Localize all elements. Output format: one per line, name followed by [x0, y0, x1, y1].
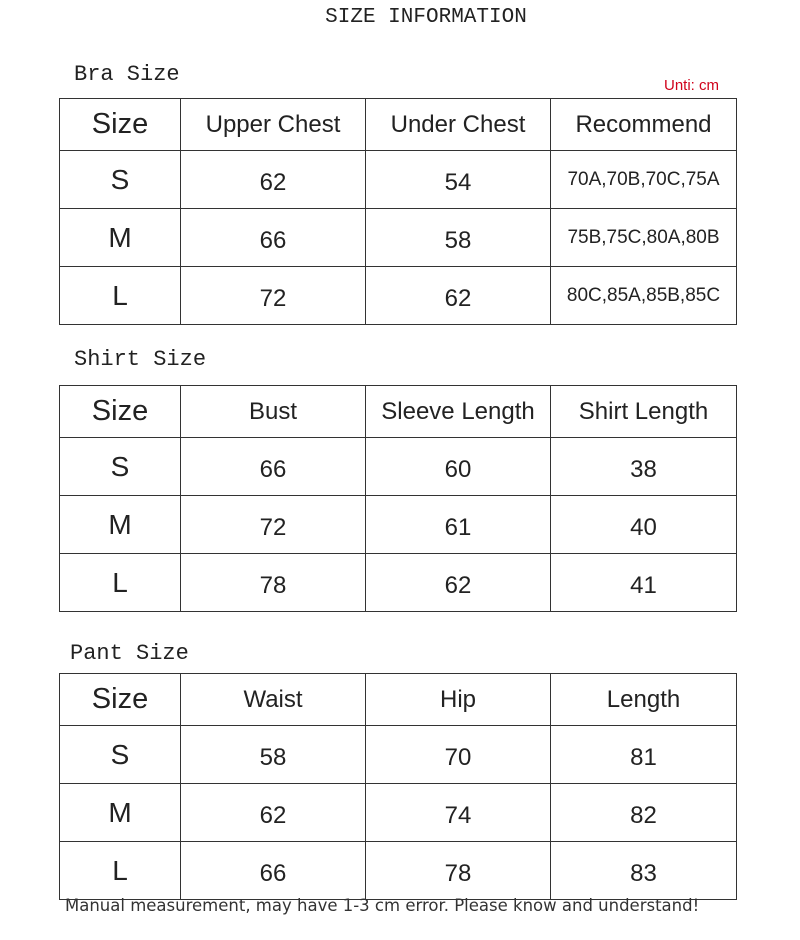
table-cell: 60 [366, 438, 551, 496]
table-row [60, 151, 737, 209]
header-cell: Size [60, 674, 181, 726]
size-cell: M [60, 209, 181, 267]
table-cell: 78 [366, 842, 551, 900]
table-cell: 54 [366, 151, 551, 209]
bra-size-table [59, 98, 737, 325]
table-cell: 62 [181, 784, 366, 842]
shirt-size-title: Shirt Size [74, 347, 207, 372]
size-cell: M [60, 784, 181, 842]
size-cell: L [60, 842, 181, 900]
table-row [60, 726, 737, 784]
header-cell: Size [60, 99, 181, 151]
table-row [60, 784, 737, 842]
table-cell: 83 [551, 842, 737, 900]
table-cell: 82 [551, 784, 737, 842]
table-cell: 81 [551, 726, 737, 784]
table-cell: 72 [181, 496, 366, 554]
pant-size-title: Pant Size [70, 641, 189, 666]
bra-size-title: Bra Size [74, 62, 180, 87]
table-cell: 61 [366, 496, 551, 554]
size-cell: L [60, 554, 181, 612]
table-row [60, 842, 737, 900]
table-cell: 40 [551, 496, 737, 554]
header-cell: Sleeve Length [366, 386, 551, 438]
table-cell: 78 [181, 554, 366, 612]
pant-size-table [59, 673, 737, 900]
table-row [60, 267, 737, 325]
table-row [60, 496, 737, 554]
table-cell: 62 [366, 554, 551, 612]
table-cell: 80C,85A,85B,85C [551, 267, 737, 325]
size-cell: S [60, 438, 181, 496]
table-row [60, 554, 737, 612]
table-cell: 66 [181, 438, 366, 496]
header-cell: Waist [181, 674, 366, 726]
table-row [60, 209, 737, 267]
size-cell: S [60, 151, 181, 209]
shirt-size-table [59, 385, 737, 612]
table-row [60, 438, 737, 496]
table-cell: 70 [366, 726, 551, 784]
header-cell: Length [551, 674, 737, 726]
header-cell: Size [60, 386, 181, 438]
table-header-row [60, 99, 737, 151]
header-cell: Shirt Length [551, 386, 737, 438]
table-cell: 75B,75C,80A,80B [551, 209, 737, 267]
table-cell: 70A,70B,70C,75A [551, 151, 737, 209]
page-title: SIZE INFORMATION [325, 6, 527, 29]
header-cell: Hip [366, 674, 551, 726]
table-cell: 38 [551, 438, 737, 496]
table-cell: 66 [181, 209, 366, 267]
table-cell: 62 [366, 267, 551, 325]
header-cell: Upper Chest [181, 99, 366, 151]
table-cell: 62 [181, 151, 366, 209]
measurement-note: Manual measurement, may have 1-3 cm error. Please know and understand! [65, 896, 700, 915]
table-cell: 72 [181, 267, 366, 325]
size-cell: S [60, 726, 181, 784]
size-cell: M [60, 496, 181, 554]
table-cell: 41 [551, 554, 737, 612]
header-cell: Under Chest [366, 99, 551, 151]
table-cell: 58 [181, 726, 366, 784]
table-header-row [60, 386, 737, 438]
header-cell: Recommend [551, 99, 737, 151]
table-cell: 74 [366, 784, 551, 842]
header-cell: Bust [181, 386, 366, 438]
table-header-row [60, 674, 737, 726]
size-cell: L [60, 267, 181, 325]
table-cell: 66 [181, 842, 366, 900]
table-cell: 58 [366, 209, 551, 267]
unit-label: Unti: cm [664, 77, 720, 94]
